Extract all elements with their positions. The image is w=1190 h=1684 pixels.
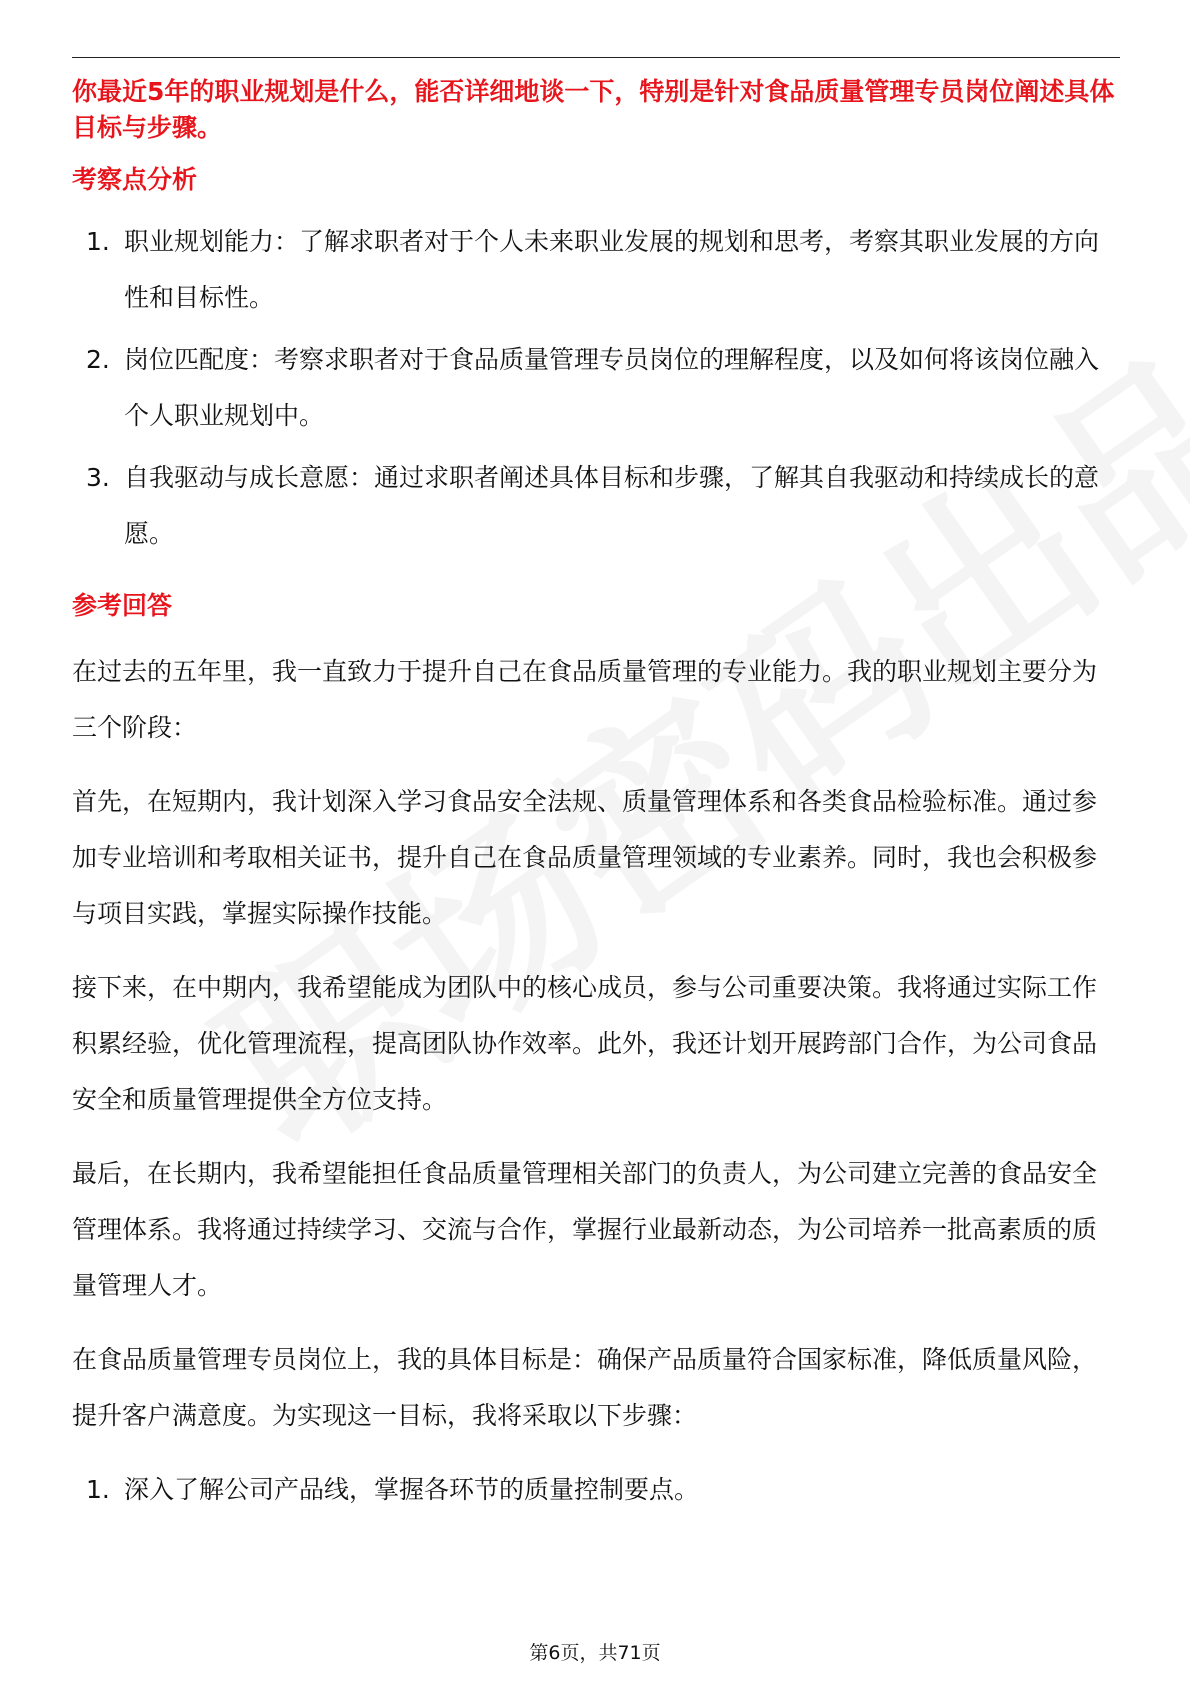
document-body [72,74,1120,1518]
answer-paragraph: 在食品质量管理专员岗位上，我的具体目标是：确保产品质量符合国家标准，降低质量风险，提升客户满意度。为实现这一目标，我将采取以下步骤： [72,1345,1098,1430]
list-item: 1. 深入了解公司产品线，掌握各环节的质量控制要点。 [86,1475,700,1504]
answer-paragraph: 首先，在短期内，我计划深入学习食品安全法规、质量管理体系和各类食品检验标准。通过参加专业培训和考取相关证书，提升自己在食品质量管理领域的专业素养。同时，我也会积极参与项目实践，掌握实际操作技能。 [72,787,1098,928]
list-item: 1. 职业规划能力：了解求职者对于个人未来职业发展的规划和思考，考察其职业发展的方向性和目标性。 [86,227,1100,312]
answer-paragraph: 最后，在长期内，我希望能担任食品质量管理相关部门的负责人，为公司建立完善的食品安全管理体系。我将通过持续学习、交流与合作，掌握行业最新动态，为公司培养一批高素质的质量管理人才。 [72,1159,1098,1300]
answer-paragraph: 接下来，在中期内，我希望能成为团队中的核心成员，参与公司重要决策。我将通过实际工作积累经验，优化管理流程，提高团队协作效率。此外，我还计划开展跨部门合作，为公司食品安全和质量管理提供全方位支持。 [72,973,1098,1114]
answer-paragraph: 在过去的五年里，我一直致力于提升自己在食品质量管理的专业能力。我的职业规划主要分为三个阶段： [72,657,1098,742]
analysis-heading: 考察点分析 [72,165,198,194]
steps-list [72,1462,1120,1518]
header-rule [72,57,1120,58]
list-item: 2. 岗位匹配度：考察求职者对于食品质量管理专员岗位的理解程度，以及如何将该岗位融入个人职业规划中。 [86,345,1100,430]
page-number: 第6页，共71页 [529,1642,661,1664]
question-title: 你最近5年的职业规划是什么，能否详细地谈一下，特别是针对食品质量管理专员岗位阐述具体目标与步骤。 [72,77,1115,142]
list-item: 3. 自我驱动与成长意愿：通过求职者阐述具体目标和步骤，了解其自我驱动和持续成长的意愿。 [86,463,1100,548]
answer-heading: 参考回答 [72,591,173,620]
analysis-list [72,214,1120,562]
